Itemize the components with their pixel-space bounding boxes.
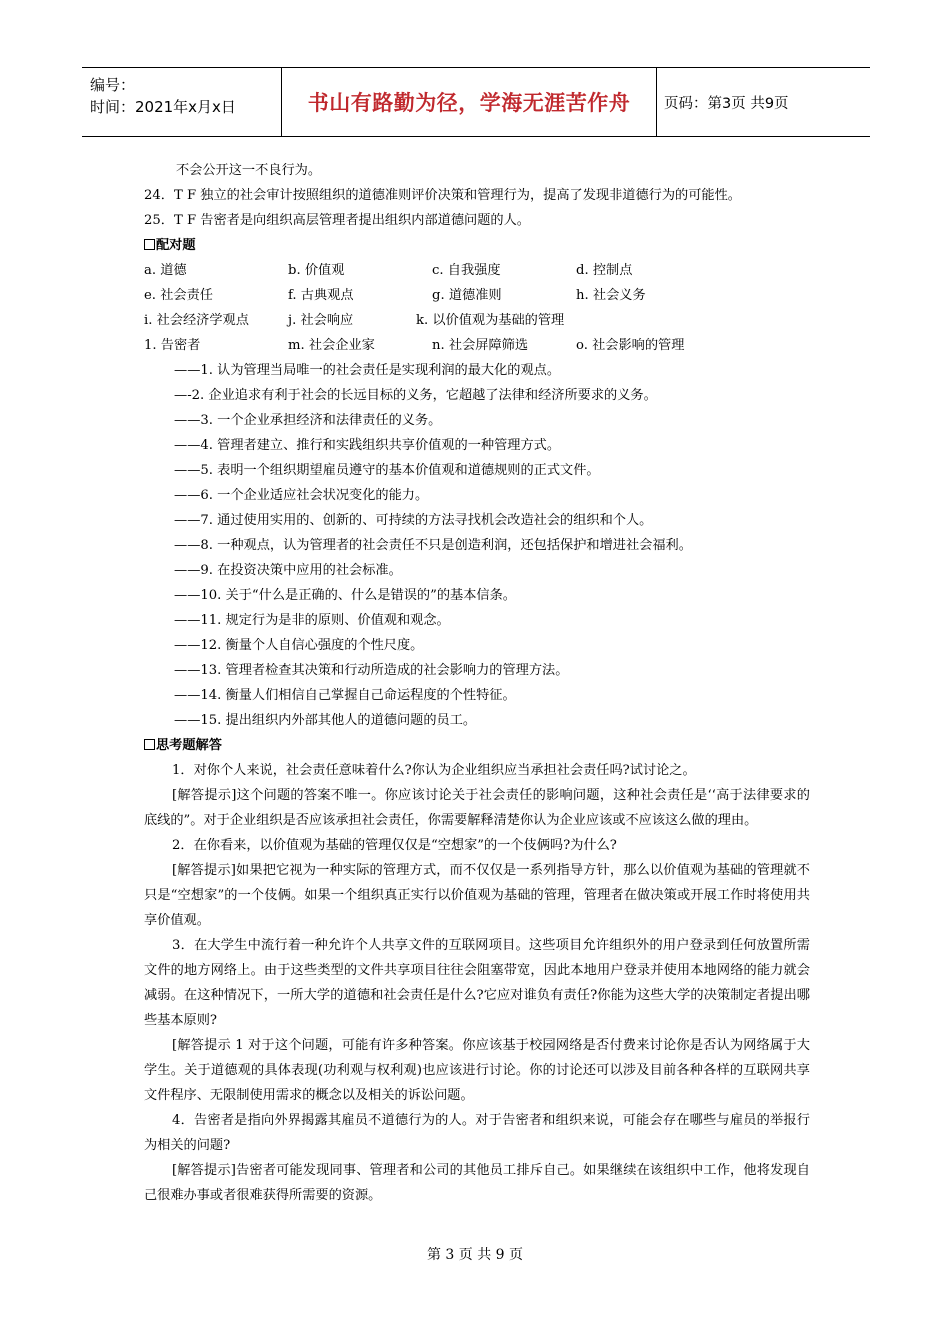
question-paragraph: 3．在大学生中流行着一种允许个人共享文件的互联网项目。这些项目允许组织外的用户登录到任何放置所需文件的地方网络上。由于这些类型的文件共享项目往往会阻塞带宽，因此本地用户登录并使用本地网络的能力就会减弱。在这种情况下，一所大学的道德和社会责任是什么?它应对谁负有责任?你能为这些大学的决策制定者提出哪些基本原则? (144, 938, 810, 1028)
matching-item: ——9. 在投资决策中应用的社会标准。 (174, 563, 402, 578)
option-row (144, 258, 810, 283)
matching-item: ——1. 认为管理当局唯一的社会责任是实现利润的最大化的观点。 (174, 363, 561, 378)
matching-item: ——10. 关于“什么是正确的、什么是错误的”的基本信条。 (174, 588, 516, 603)
option: m. 社会企业家 (288, 338, 375, 353)
page-header (82, 67, 870, 137)
section-title: 思考题解答 (156, 738, 222, 753)
option: a. 道德 (144, 263, 187, 278)
header-motto: 书山有路勤为径，学海无涯苦作舟 (307, 91, 631, 115)
matching-item: ——11. 规定行为是非的原则、价值观和观念。 (174, 613, 450, 628)
option: f. 古典观点 (288, 288, 354, 303)
matching-item: ——6. 一个企业适应社会状况变化的能力。 (174, 488, 429, 503)
option: d. 控制点 (576, 263, 633, 278)
section-heading-matching (144, 233, 810, 258)
matching-item: ——3. 一个企业承担经济和法律责任的义务。 (174, 413, 442, 428)
option: k. 以价值观为基础的管理 (416, 313, 565, 328)
number-label: 编号： (90, 76, 136, 94)
matching-item: ——15. 提出组织内外部其他人的道德问题的员工。 (174, 713, 477, 728)
header-divider (656, 68, 657, 136)
text-line: 不会公开这一不良行为。 (176, 163, 322, 178)
header-page-info: 页码：第3页 共9页 (664, 96, 789, 112)
matching-item: —-2. 企业追求有利于社会的长远目标的义务，它超越了法律和经济所要求的义务。 (174, 388, 657, 403)
question-paragraph: 1．对你个人来说，社会责任意味着什么?你认为企业组织应当承担社会责任吗?试讨论之。 (172, 763, 696, 778)
option: h. 社会义务 (576, 288, 646, 303)
answer-paragraph: [解答提示]告密者可能发现同事、管理者和公司的其他员工排斥自己。如果继续在该组织中工作，他将发现自己很难办事或者很难获得所需要的资源。 (144, 1163, 810, 1203)
time-label: 时间：2021年x月x日 (90, 98, 236, 116)
matching-item: ——8. 一种观点，认为管理者的社会责任不只是创造利润，还包括保护和增进社会福利。 (174, 538, 692, 553)
option-row (144, 283, 810, 308)
matching-item: ——14. 衡量人们相信自己掌握自己命运程度的个性特征。 (174, 688, 516, 703)
page-footer: 第 3 页 共 9 页 (426, 1247, 524, 1263)
matching-item: ——12. 衡量个人自信心强度的个性尺度。 (174, 638, 424, 653)
option: e. 社会责任 (144, 288, 213, 303)
option-row (144, 333, 810, 358)
option: j. 社会响应 (288, 313, 354, 328)
option: b. 价值观 (288, 263, 345, 278)
question-paragraph: 2．在你看来，以价值观为基础的管理仅仅是“空想家”的一个伎俩吗?为什么? (172, 838, 617, 853)
header-meta (90, 74, 236, 118)
checkbox-icon (144, 739, 155, 750)
document-body (144, 158, 810, 1208)
text-line: 24．T F 独立的社会审计按照组织的道德准则评价决策和管理行为，提高了发现非道德行为的可能性。 (144, 188, 741, 203)
answer-paragraph: [解答提示]如果把它视为一种实际的管理方式，而不仅仅是一系列指导方针，那么以价值观为基础的管理就不只是“空想家”的一个伎俩。如果一个组织真正实行以价值观为基础的管理，管理者在做决策或开展工作时将使用共享价值观。 (144, 863, 810, 928)
option: i. 社会经济学观点 (144, 313, 249, 328)
matching-item: ——4. 管理者建立、推行和实践组织共享价值观的一种管理方式。 (174, 438, 561, 453)
option: o. 社会影响的管理 (576, 338, 685, 353)
section-title: 配对题 (156, 238, 196, 253)
answer-paragraph: [解答提示]这个问题的答案不唯一。你应该讨论关于社会责任的影响问题，这种社会责任是‘‘高于法律要求的底线的”。对于企业组织是否应该承担社会责任，你需要解释清楚你认为企业应该或不应该这么做的理由。 (144, 788, 810, 828)
option: 1. 告密者 (144, 338, 201, 353)
matching-item: ——7. 通过使用实用的、创新的、可持续的方法寻找机会改造社会的组织和个人。 (174, 513, 653, 528)
option-row (144, 308, 810, 333)
question-paragraph: 4．告密者是指向外界揭露其雇员不道德行为的人。对于告密者和组织来说，可能会存在哪些与雇员的举报行为相关的问题? (144, 1113, 810, 1153)
text-line: 25．T F 告密者是向组织高层管理者提出组织内部道德问题的人。 (144, 213, 530, 228)
matching-item: ——13. 管理者检查其决策和行动所造成的社会影响力的管理方法。 (174, 663, 569, 678)
option: g. 道德准则 (432, 288, 502, 303)
section-heading-discussion (144, 733, 810, 758)
matching-item: ——5. 表明一个组织期望雇员遵守的基本价值观和道德规则的正式文件。 (174, 463, 600, 478)
answer-paragraph: [解答提示 1 对于这个问题，可能有许多种答案。你应该基于校园网络是否付费来讨论你是否认为网络属于大学生。关于道德观的具体表现(功利观与权利观)也应该进行讨论。你的讨论还可以涉及目前各种各样的互联网共享文件程序、无限制使用需求的概念以及相关的诉讼问题。 (144, 1038, 810, 1103)
checkbox-icon (144, 239, 155, 250)
option: c. 自我强度 (432, 263, 501, 278)
option: n. 社会屏障筛选 (432, 338, 529, 353)
